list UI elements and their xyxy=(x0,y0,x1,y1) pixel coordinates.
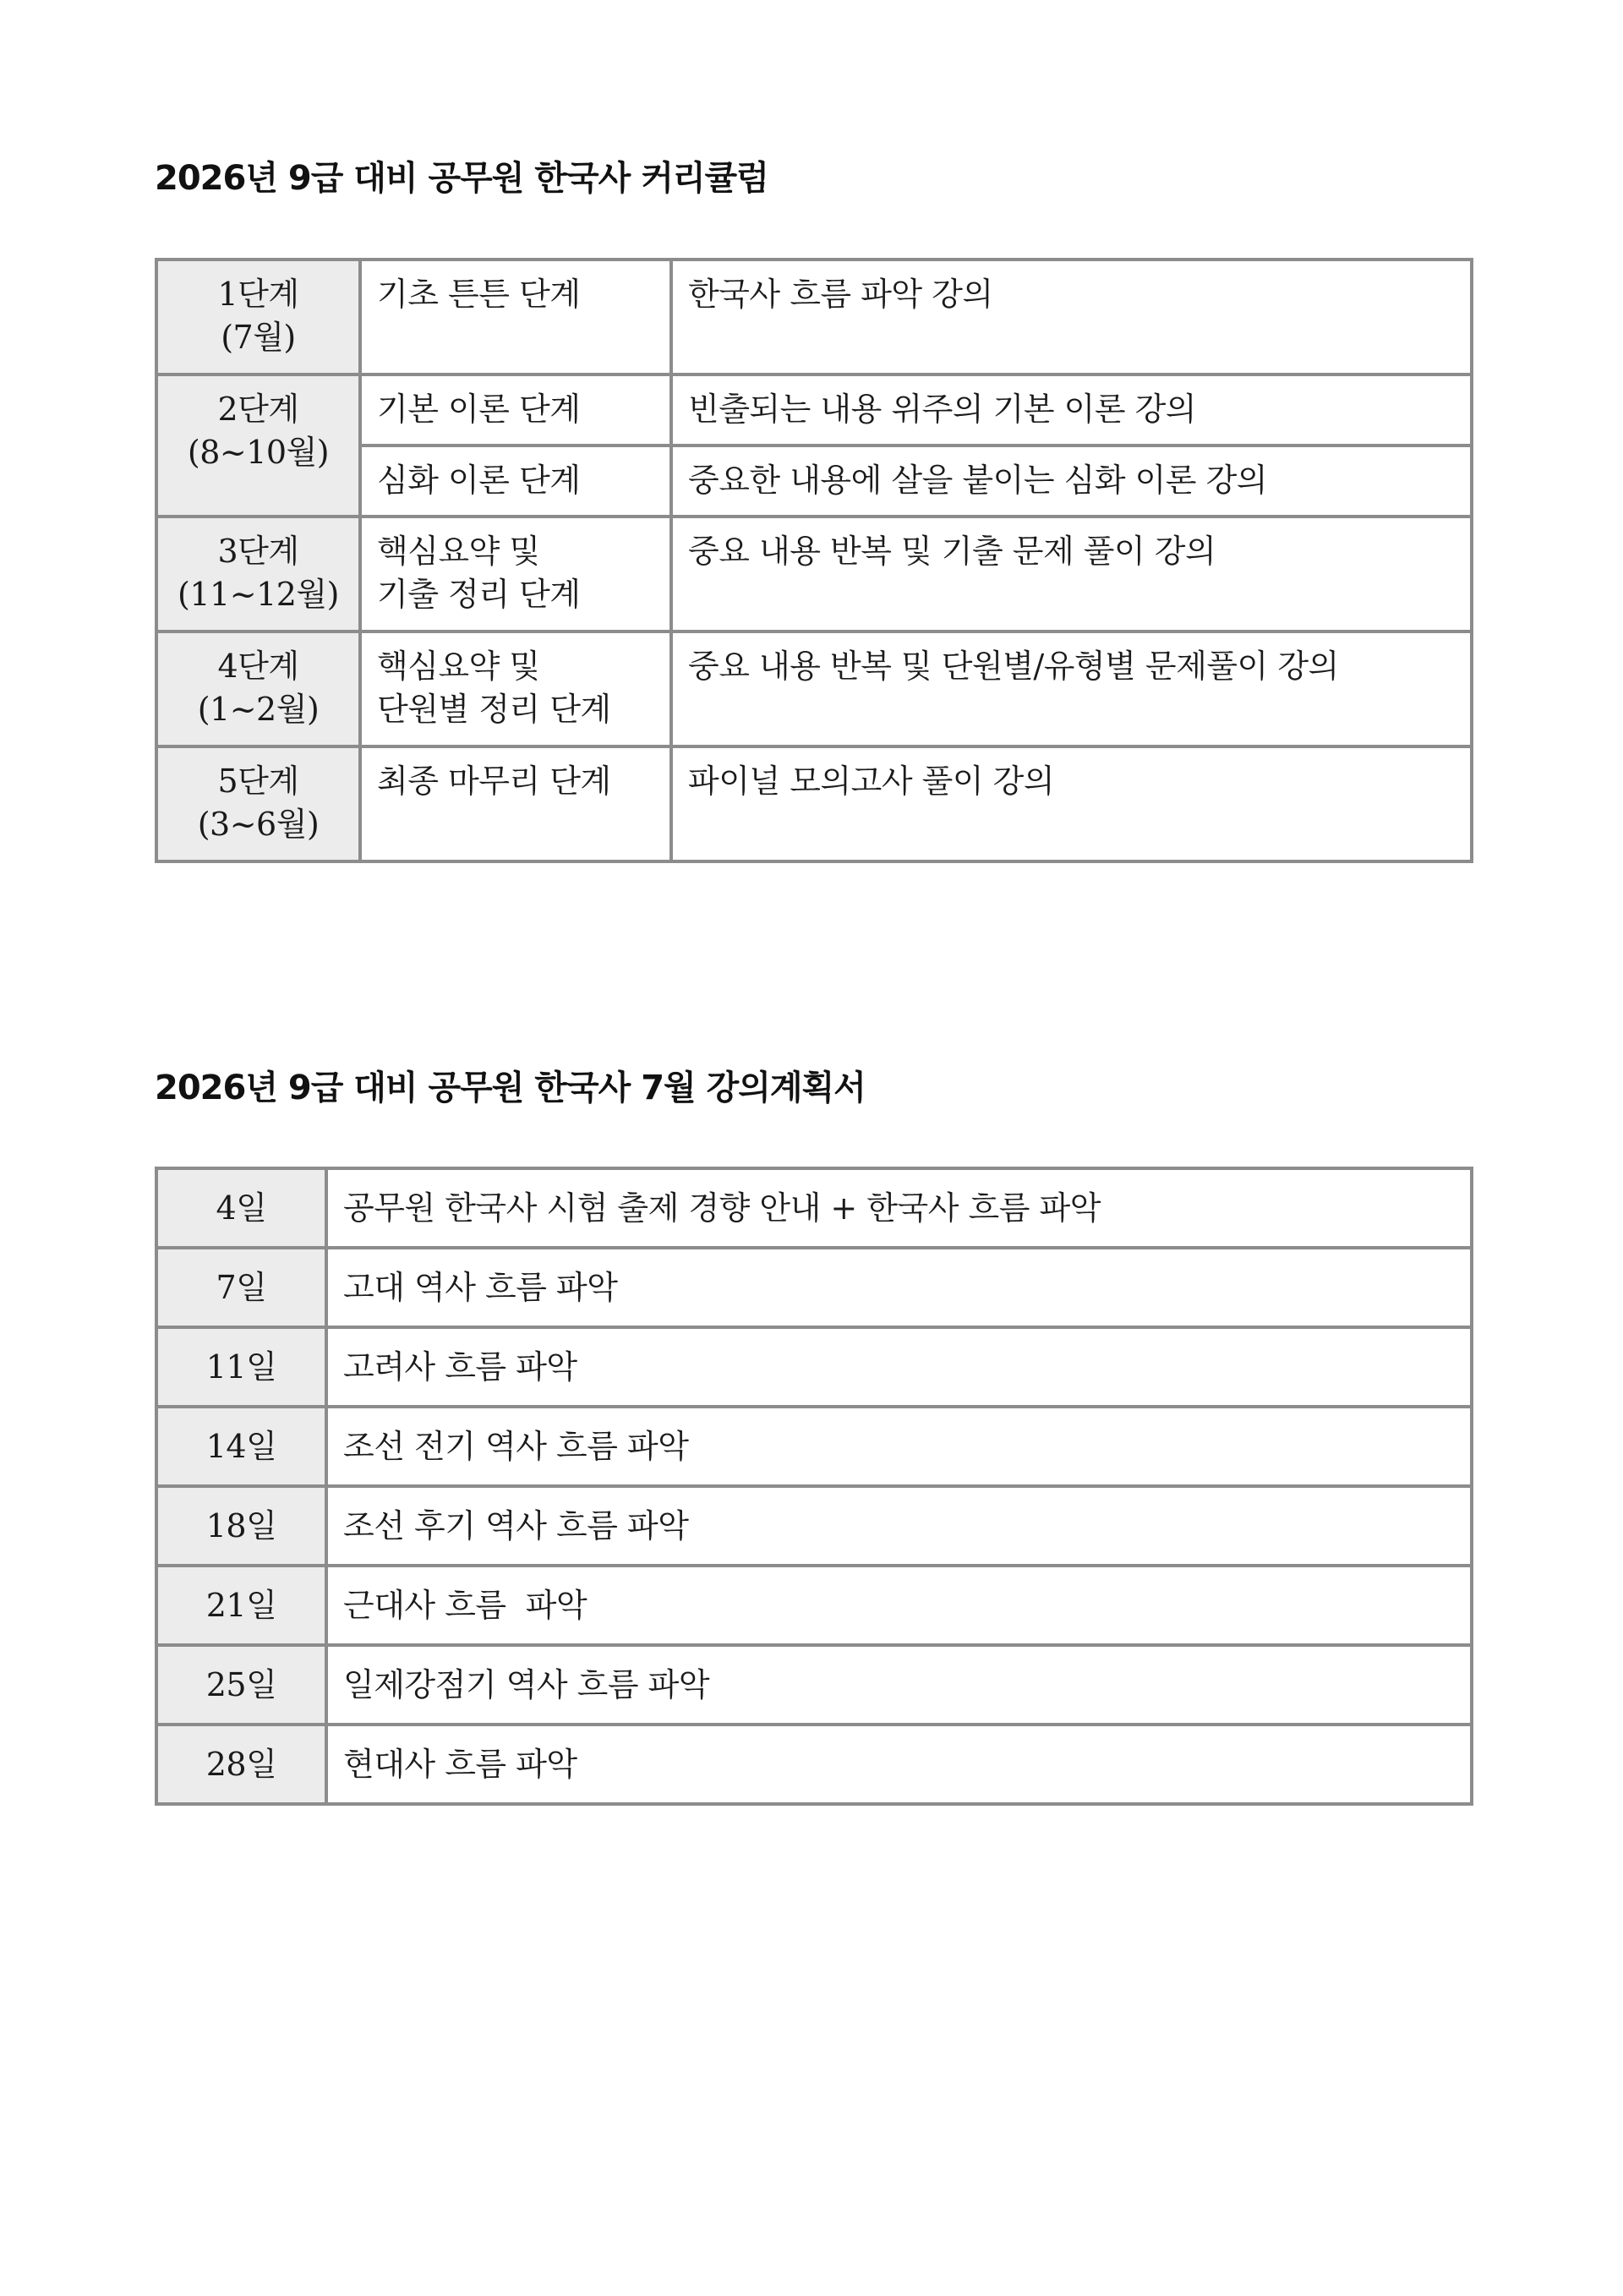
stage-label: 1단계 xyxy=(217,276,299,313)
day-cell: 18일 xyxy=(156,1486,326,1566)
phase-label: 단원별 정리 단계 xyxy=(377,691,611,728)
table-row xyxy=(156,1248,1472,1327)
table-row xyxy=(156,1645,1472,1725)
lecture-plan-table xyxy=(155,1167,1473,1806)
table-row xyxy=(156,1327,1472,1407)
stage-period: (3~6월) xyxy=(197,806,320,843)
phase-label: 기초 튼튼 단계 xyxy=(377,276,581,313)
stage-label: 5단계 xyxy=(217,763,299,800)
table-row xyxy=(156,1168,1472,1248)
phase-label: 기출 정리 단계 xyxy=(377,576,581,613)
day-cell: 25일 xyxy=(156,1645,326,1725)
phase-cell xyxy=(360,446,671,517)
stage-cell xyxy=(156,631,360,746)
phase-label: 최종 마무리 단계 xyxy=(377,763,611,800)
curriculum-table xyxy=(155,258,1473,863)
day-cell: 28일 xyxy=(156,1725,326,1804)
phase-cell xyxy=(360,374,671,446)
stage-cell xyxy=(156,260,360,374)
curriculum-title: 2026년 9급 대비 공무원 한국사 커리큘럼 xyxy=(155,159,768,198)
description-cell: 파이널 모의고사 풀이 강의 xyxy=(671,746,1472,861)
table-row xyxy=(156,631,1472,746)
stage-label: 3단계 xyxy=(217,533,299,570)
phase-cell xyxy=(360,631,671,746)
stage-cell xyxy=(156,374,360,517)
stage-period: (11~12월) xyxy=(178,576,339,613)
table-row xyxy=(156,1566,1472,1645)
day-cell: 11일 xyxy=(156,1327,326,1407)
table-row xyxy=(156,746,1472,861)
description-cell: 빈출되는 내용 위주의 기본 이론 강의 xyxy=(671,374,1472,446)
table-row xyxy=(156,260,1472,374)
phase-cell xyxy=(360,517,671,631)
topic-cell: 공무원 한국사 시험 출제 경향 안내 + 한국사 흐름 파악 xyxy=(326,1168,1472,1248)
plan-title: 2026년 9급 대비 공무원 한국사 7월 강의계획서 xyxy=(155,1069,866,1107)
stage-cell xyxy=(156,517,360,631)
topic-cell: 현대사 흐름 파악 xyxy=(326,1725,1472,1804)
description-cell: 중요 내용 반복 및 단원별/유형별 문제풀이 강의 xyxy=(671,631,1472,746)
day-cell: 21일 xyxy=(156,1566,326,1645)
phase-cell xyxy=(360,260,671,374)
phase-cell xyxy=(360,746,671,861)
phase-label: 기본 이론 단계 xyxy=(377,391,581,428)
topic-cell: 고려사 흐름 파악 xyxy=(326,1327,1472,1407)
phase-label: 핵심요약 및 xyxy=(377,648,540,685)
table-row xyxy=(156,1725,1472,1804)
topic-cell: 근대사 흐름 파악 xyxy=(326,1566,1472,1645)
table-row xyxy=(156,517,1472,631)
topic-cell: 조선 후기 역사 흐름 파악 xyxy=(326,1486,1472,1566)
day-cell: 7일 xyxy=(156,1248,326,1327)
day-cell: 14일 xyxy=(156,1407,326,1486)
topic-cell: 일제강점기 역사 흐름 파악 xyxy=(326,1645,1472,1725)
table-row xyxy=(156,1407,1472,1486)
day-cell: 4일 xyxy=(156,1168,326,1248)
topic-cell: 고대 역사 흐름 파악 xyxy=(326,1248,1472,1327)
stage-period: (7월) xyxy=(221,319,296,356)
description-cell: 중요한 내용에 살을 붙이는 심화 이론 강의 xyxy=(671,446,1472,517)
topic-cell: 조선 전기 역사 흐름 파악 xyxy=(326,1407,1472,1486)
table-row xyxy=(156,1486,1472,1566)
table-row xyxy=(156,374,1472,446)
stage-cell xyxy=(156,746,360,861)
stage-period: (1~2월) xyxy=(197,691,320,728)
phase-label: 핵심요약 및 xyxy=(377,533,540,570)
stage-label: 4단계 xyxy=(217,648,299,685)
stage-label: 2단계 xyxy=(217,391,299,428)
description-cell: 한국사 흐름 파악 강의 xyxy=(671,260,1472,374)
stage-period: (8~10월) xyxy=(187,434,330,471)
description-cell: 중요 내용 반복 및 기출 문제 풀이 강의 xyxy=(671,517,1472,631)
phase-label: 심화 이론 단계 xyxy=(377,462,581,499)
